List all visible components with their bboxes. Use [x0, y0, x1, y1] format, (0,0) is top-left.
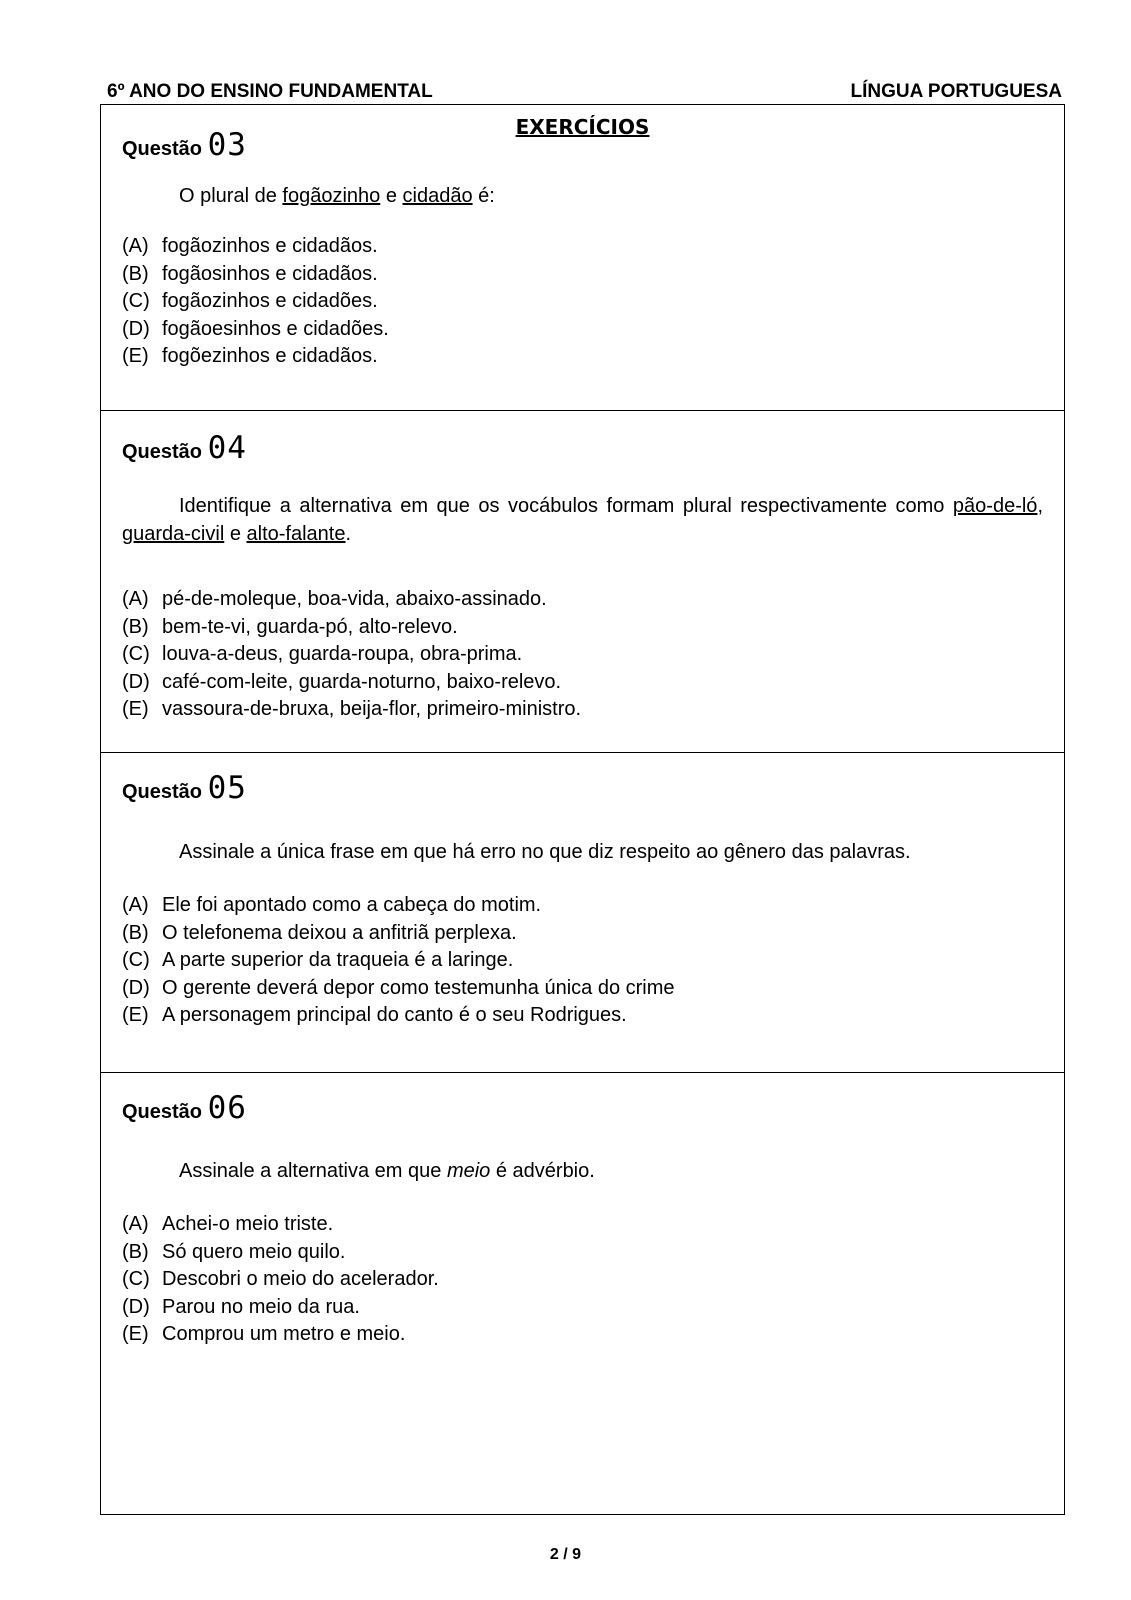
options-list-03 [122, 233, 389, 371]
page-header [107, 80, 1062, 104]
option-item[interactable]: (A) Ele foi apontado como a cabeça do motim. [122, 894, 542, 916]
question-label-03: Questão 03 [122, 127, 247, 163]
question-label-04: Questão 04 [122, 430, 247, 466]
options-list-04 [122, 586, 581, 724]
option-item[interactable]: (D) Parou no meio da rua. [122, 1295, 360, 1318]
question-block-04 [101, 410, 1064, 752]
option-item[interactable]: (E) vassoura-de-bruxa, beija-flor, primeiro-ministro. [122, 698, 582, 720]
option-item[interactable]: (B) bem-te-vi, guarda-pó, alto-relevo. [122, 615, 458, 638]
options-list-06 [122, 1211, 439, 1349]
option-item[interactable]: (C) Descobri o meio do acelerador. [122, 1268, 439, 1290]
subject-label: LÍNGUA PORTUGUESA [850, 81, 1062, 102]
options-list-05 [122, 892, 675, 1030]
question-stem-05: Assinale a única frase em que há erro no que diz respeito ao gênero das palavras. [179, 841, 911, 863]
question-stem-03: O plural de fogãozinho e cidadão é: [179, 185, 495, 207]
exercise-frame [100, 104, 1065, 1515]
option-item[interactable]: (B) O telefonema deixou a anfitriã perplexa. [122, 921, 517, 944]
question-stem-04: Identifique a alternativa em que os vocábulos formam plural respectivamente como pão-de-ló, guarda-civil e alto-falante. [122, 495, 1043, 545]
question-number: 06 [207, 1090, 247, 1126]
option-item[interactable]: (C) A parte superior da traqueia é a laringe. [122, 949, 514, 971]
option-item[interactable]: (E) fogõezinhos e cidadãos. [122, 345, 378, 367]
question-number: 03 [207, 127, 247, 163]
grade-label: 6º ANO DO ENSINO FUNDAMENTAL [107, 81, 433, 102]
option-item[interactable]: (A) Achei-o meio triste. [122, 1213, 334, 1235]
section-title: EXERCÍCIOS [515, 115, 650, 139]
option-item[interactable]: (D) café-com-leite, guarda-noturno, baixo-relevo. [122, 670, 562, 693]
question-label-06: Questão 06 [122, 1090, 247, 1126]
question-label-05: Questão 05 [122, 770, 247, 806]
option-item[interactable]: (E) A personagem principal do canto é o seu Rodrigues. [122, 1004, 627, 1026]
page-number: 2 / 9 [549, 1546, 582, 1563]
option-item[interactable]: (A) pé-de-moleque, boa-vida, abaixo-assinado. [122, 588, 547, 610]
question-block-05 [101, 752, 1064, 1072]
question-block-06 [101, 1072, 1064, 1514]
question-block-03 [101, 105, 1064, 410]
option-item[interactable]: (B) Só quero meio quilo. [122, 1240, 346, 1263]
question-stem-06: Assinale a alternativa em que meio é advérbio. [179, 1160, 595, 1182]
option-item[interactable]: (C) fogãozinhos e cidadões. [122, 290, 378, 312]
option-item[interactable]: (B) fogãosinhos e cidadãos. [122, 262, 378, 285]
option-item[interactable]: (E) Comprou um metro e meio. [122, 1323, 406, 1345]
question-number: 04 [207, 430, 247, 466]
question-number: 05 [207, 770, 247, 806]
option-item[interactable]: (D) O gerente deverá depor como testemunha única do crime [122, 976, 675, 999]
option-item[interactable]: (A) fogãozinhos e cidadãos. [122, 235, 378, 257]
option-item[interactable]: (C) louva-a-deus, guarda-roupa, obra-prima. [122, 643, 523, 665]
option-item[interactable]: (D) fogãoesinhos e cidadões. [122, 317, 389, 340]
